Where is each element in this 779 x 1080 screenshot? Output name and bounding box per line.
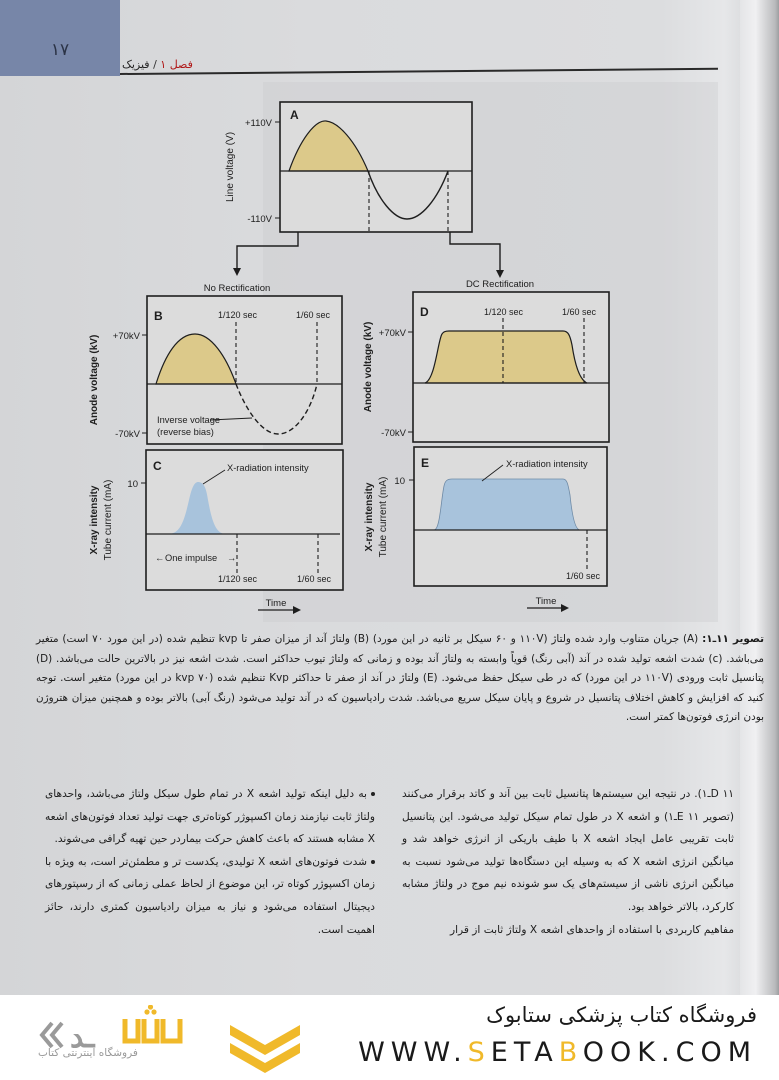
double-chevron-icon (42, 1023, 62, 1047)
panel-b-annotation-1: Inverse voltage (157, 415, 221, 425)
panel-d-label: D (420, 305, 429, 319)
panel-c-label: C (153, 459, 162, 473)
caption-text: (A) جریان متناوب وارد شده ولتاژ (۱۱۰V و ۶۰ سیکل بر ثانیه در این مورد) (B) ولتاژ آند از میزان صفر تا kvp تنظیم شده (در این مورد ۷۰ است) متغیر می‌باشد. (c) شدت اشعه تولید شده در آند (آبی رنگ) قویاً وابسته به ولتاژ آند بوده و زمانی که ولتاژ تیوب حداکثر است. شدت اشعه نیز در بالاترین حالت می‌باشد. (D) پتانسیل ثابت ورودی (۱۱۰V در این مورد) که در طی سیکل حفظ می‌شود. (E) ولتاژ در آند از صفر تا حداکثر Kvp تنظیم شده (kvp ۷۰ در این مورد) متغیر است. توجه کنید که افزایش و کاهش اختلاف پتانسیل در شروع و پایان سیکل سریع می‌باشد. شدت رادیاسیون که در آند تولید می‌شود (رنگ آبی) بالاتر بوده و همچنین میزان هتروژن بودن انرژی فوتون‌ها کمتر است. (36, 633, 765, 724)
store-url[interactable] (358, 1037, 757, 1068)
bullet-item (45, 783, 375, 851)
panel-c-ylabel-2: Tube current (mA) (103, 479, 114, 561)
panel-e-label: E (421, 456, 430, 470)
body-column-right (402, 783, 734, 941)
arrow-down-icon (496, 270, 504, 278)
panel-b-annotation-2: (reverse bias) (157, 427, 214, 437)
panel-b (89, 296, 342, 444)
panel-e-marker-60: 1/60 sec (566, 571, 601, 581)
panel-e-ylabel-2: Tube current (mA) (378, 476, 389, 558)
setabook-emblem-icon (230, 1025, 300, 1073)
url-highlight: S (467, 1037, 491, 1068)
store-title: فروشگاه کتاب پزشکی ستابوک (486, 1003, 757, 1027)
panel-d-ytick-pos: +70kV (378, 328, 406, 339)
url-part: WWW. (358, 1037, 468, 1068)
bullet-icon (371, 860, 375, 864)
panel-a-ytick-pos: +110V (244, 118, 272, 129)
svg-text:→: → (227, 553, 237, 563)
panel-e-time-label: Time (535, 596, 557, 607)
page-number: ۱۷ (50, 40, 70, 60)
watermark-banner (0, 995, 779, 1080)
panel-c-annotation: X-radiation intensity (227, 463, 309, 473)
panel-b-ylabel: Anode voltage (kV) (89, 334, 100, 426)
svg-text:←: ← (155, 553, 165, 563)
panel-e-ylabel-1: X-ray intensity (364, 482, 375, 552)
panel-b-marker-120: 1/120 sec (218, 310, 258, 320)
panel-b-ytick-neg: -70kV (115, 429, 140, 440)
panel-d-ylabel: Anode voltage (kV) (363, 321, 374, 413)
paragraph: مفاهیم کاربردی با استفاده از واحدهای اشعه X ولتاژ ثابت از قرار (449, 923, 734, 936)
bullet-icon (371, 792, 375, 796)
panel-c (89, 450, 343, 614)
bullet-text: به دلیل اینکه تولید اشعه X در تمام طول سیکل ولتاژ می‌باشد، واحدهای ولتاژ ثابت نیازمند زمان اکسپوژر کوتاه‌تری جهت تولید تعداد فوتون‌های اشعه X مشابه هستند که باعث کاهش حرکت بیماردر حین تهیه گرافی می‌شوند. (45, 788, 375, 846)
panel-b-marker-60: 1/60 sec (296, 310, 331, 320)
one-impulse-label: One impulse (165, 553, 218, 563)
branch-connectors (237, 232, 500, 275)
panel-c-ylabel-1: X-ray intensity (89, 485, 100, 555)
panel-c-marker-120: 1/120 sec (218, 574, 258, 584)
arrow-down-icon (233, 268, 241, 276)
panel-c-marker-60: 1/60 sec (297, 574, 332, 584)
panel-b-label: B (154, 309, 163, 323)
panel-b-ytick-pos: +70kV (112, 331, 140, 342)
url-part: OOK.COM (582, 1037, 757, 1068)
panel-e (364, 447, 607, 612)
panel-d-marker-60: 1/60 sec (562, 307, 597, 317)
panel-d (363, 292, 609, 442)
no-rectification-label: No Rectification (203, 283, 271, 294)
bullet-item (45, 851, 375, 941)
arrow-right-icon (293, 606, 301, 614)
figure-caption (36, 630, 764, 728)
panel-a (225, 102, 472, 232)
panel-a-ytick-neg: -110V (247, 214, 272, 225)
arrow-right-icon (561, 604, 569, 612)
paragraph: D ۱۱ـ۱). در نتیجه این سیستم‌ها پتانسیل ثابت بین آند و کاتد برقرار می‌کنند (تصویر E ۱۱ـ۱) و اشعه X در طول تمام سیکل تولید می‌شود. این پتانسیل ثابت تقریبی عامل ایجاد اشعه X با طیف باریکی از انرژی خواهد شد و میانگین انرژی اشعه X که به وسیله این دستگاه‌ها تولید می‌شود نسبت به میانگین انرژی ناشی از سیستم‌های یک سو شونده نیم موج در ولتاژ مشابه کارکرد، بالاتر خواهد بود. (402, 788, 735, 913)
body-column-left (45, 783, 375, 941)
url-highlight: B (558, 1037, 583, 1068)
panel-d-marker-120: 1/120 sec (484, 307, 524, 317)
panel-e-annotation: X-radiation intensity (506, 459, 588, 469)
subject-label: فیزیک (122, 58, 150, 71)
panel-a-label: A (290, 108, 299, 122)
svg-text:ـد: ـد (70, 1021, 95, 1054)
bullet-text: شدت فوتون‌های اشعه X تولیدی، یکدست تر و مطمئن‌تر است، به ویژه با زمان اکسپوژر کوتاه تر، این موضوع از لحاظ عملی زمانی که از رسپتورهای دیجیتال استفاده می‌شود و نیاز به میزان رادیاسیون کمتری دارند، حائز اهمیت است. (45, 855, 375, 936)
panel-c-time-label: Time (265, 598, 287, 609)
logo-tagline: فروشگاه اینترنتی کتاب (38, 1047, 138, 1059)
url-part: ETA (490, 1037, 559, 1068)
caption-label: تصویر ۱۱ـ۱: (702, 633, 764, 645)
setabook-logo[interactable] (30, 1005, 300, 1075)
panel-d-ytick-neg: -70kV (381, 428, 406, 439)
dc-rectification-label: DC Rectification (465, 279, 535, 290)
panel-c-ytick: 10 (127, 479, 138, 490)
running-head-separator: / (153, 58, 157, 71)
panel-a-ylabel: Line voltage (V) (225, 131, 236, 203)
panel-e-ytick: 10 (394, 476, 405, 487)
chapter-label: فصل ۱ (160, 58, 193, 71)
